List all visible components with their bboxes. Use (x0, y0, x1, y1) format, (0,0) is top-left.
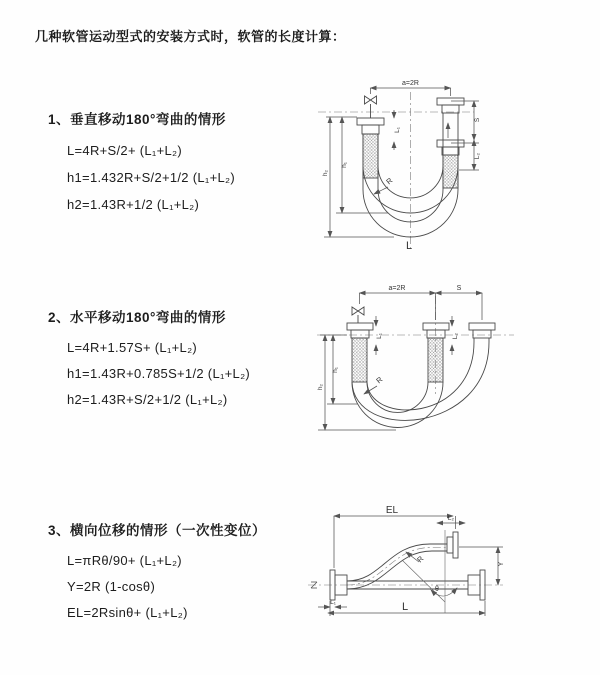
dim-label-l1: L₁ (330, 599, 336, 606)
hose-drawing (311, 532, 485, 600)
formula-line: L=4R+S/2+ (L₁+L₂) (67, 143, 182, 158)
formula-line: h2=1.43R+S/2+1/2 (L₁+L₂) (67, 392, 228, 407)
section-2-heading: 2、水平移动180°弯曲的情形 (48, 310, 226, 325)
section-1-heading: 1、垂直移动180°弯曲的情形 (48, 112, 226, 127)
page-title: 几种软管运动型式的安装方式时，软管的长度计算： (35, 29, 346, 44)
braided-hose-section (428, 338, 443, 382)
centerlines (308, 548, 503, 586)
valve-icon (352, 307, 364, 315)
dim-label-r: R (374, 374, 385, 386)
braided-hose-section (443, 155, 458, 188)
hose-drawing (347, 307, 495, 428)
centerlines (317, 296, 514, 394)
section-lateral-displacement (48, 519, 266, 626)
dim-label-a2r: a=2R (402, 80, 419, 87)
dim-label-s: S (474, 117, 481, 123)
construction-lines (402, 530, 457, 613)
valve-icon (365, 96, 377, 104)
formula-line: L=4R+1.57S+ (L₁+L₂) (67, 340, 198, 355)
formula-line: h1=1.43R+0.785S+1/2 (L₁+L₂) (67, 366, 251, 381)
section-vertical-movement (48, 108, 235, 218)
dim-label-l2: L₂ (447, 515, 455, 522)
dim-label-h2: h₂ (317, 383, 324, 391)
formula-line: Y=2R (1-cosθ) (67, 579, 156, 594)
dim-label-s: S (456, 285, 462, 292)
dim-label-h1: h₁ (332, 367, 339, 373)
radius-leader (374, 187, 388, 194)
dim-label-l: L (405, 240, 413, 252)
radius-leader (364, 386, 377, 394)
formula-line: h2=1.43R+1/2 (L₁+L₂) (67, 197, 200, 212)
dim-label-el: EL (385, 505, 399, 516)
dim-label-theta: θ (435, 586, 439, 593)
braided-hose-section (363, 134, 378, 178)
dim-label-r: R (384, 175, 395, 187)
dim-label-h2: h₂ (322, 169, 329, 177)
formula-line: EL=2Rsinθ+ (L₁+L₂) (67, 605, 188, 620)
diagram-horizontal-180-bend (296, 282, 548, 460)
dim-label-l1: L₁ (394, 127, 401, 133)
dim-label-l2: L₂ (474, 152, 481, 160)
formula-line: h1=1.432R+S/2+1/2 (L₁+L₂) (67, 170, 235, 185)
section-3-heading: 3、横向位移的情形（一次性变位） (48, 523, 267, 538)
diagram-vertical-180-bend (298, 70, 548, 270)
dim-label-r: R (415, 554, 426, 565)
flange-plate (453, 532, 458, 558)
dim-label-a2r: a=2R (388, 285, 406, 292)
formula-line: L=πRθ/90+ (L₁+L₂) (67, 553, 182, 568)
dim-label-h1: h₁ (341, 162, 348, 168)
section-horizontal-movement (48, 306, 250, 413)
braided-hose-section (352, 338, 367, 382)
dim-label-l: L (401, 601, 409, 613)
dim-label-l2: L₂ (452, 332, 459, 340)
dim-label-l1: L₁ (376, 333, 383, 339)
diagram-lateral-displacement (298, 500, 566, 655)
dim-label-y: Y (498, 561, 505, 567)
dimension-lines (318, 516, 503, 616)
